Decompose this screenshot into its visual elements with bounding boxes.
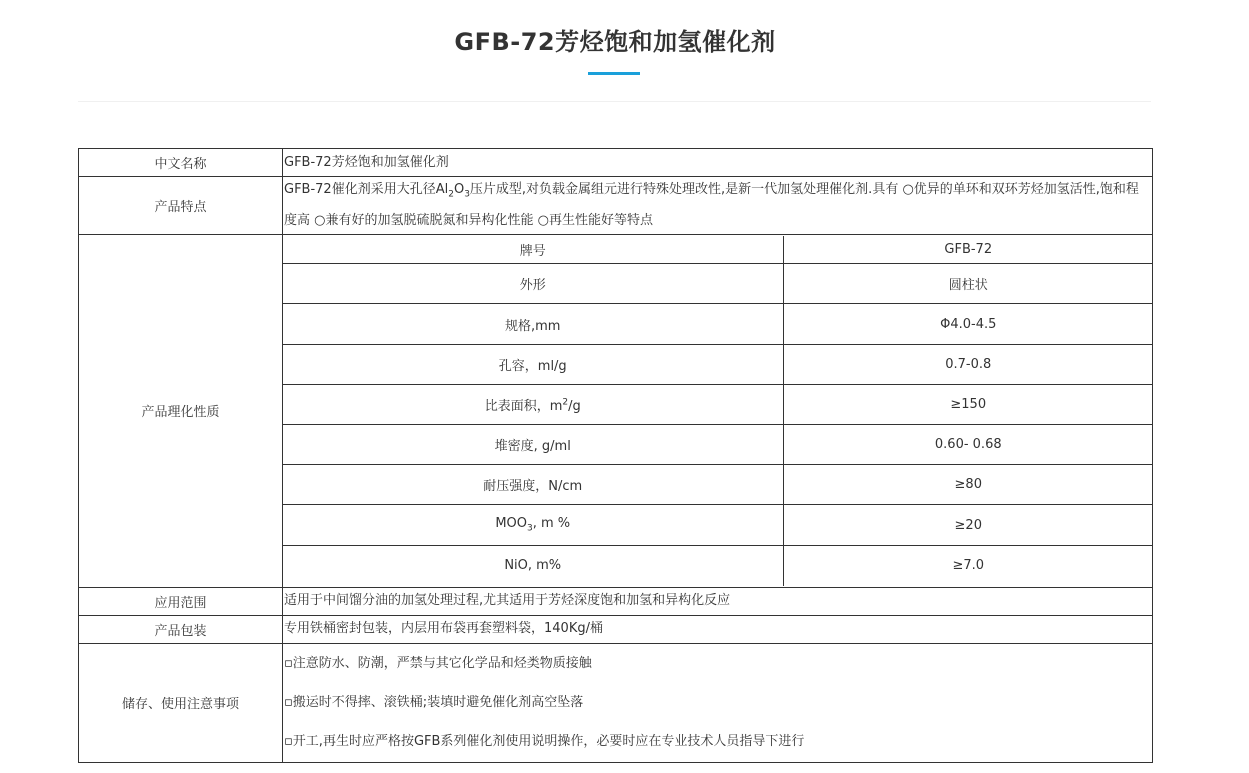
value-features xyxy=(283,177,1153,235)
property-value: 圆柱状 xyxy=(783,264,1153,304)
label-properties: 产品理化性质 xyxy=(79,234,283,587)
property-name: 规格,mm xyxy=(283,304,783,345)
label-packaging: 产品包装 xyxy=(79,615,283,643)
property-value: 0.7-0.8 xyxy=(783,345,1153,385)
property-name-text: 比表面积，m xyxy=(484,399,563,415)
value-storage xyxy=(283,643,1153,762)
properties-header-row xyxy=(283,236,1153,264)
property-name: NiO, m% xyxy=(283,546,783,586)
property-name-text: MOO xyxy=(495,516,528,532)
properties-row xyxy=(283,264,1153,304)
storage-note: ▫搬运时不得摔、滚铁桶;装填时避免催化剂高空坠落 xyxy=(284,695,584,711)
row-features xyxy=(79,177,1153,235)
properties-row xyxy=(283,385,1153,425)
storage-note: ▫开工,再生时应严格按GFB系列催化剂使用说明操作，必要时应在专业技术人员指导下进行 xyxy=(284,734,805,750)
value-application: 适用于中间馏分油的加氢处理过程,尤其适用于芳烃深度饱和加氢和异构化反应 xyxy=(283,587,1153,615)
page-title: GFB-72芳烃饱和加氢催化剂 xyxy=(454,28,776,56)
properties-header-value: GFB-72 xyxy=(783,236,1153,264)
property-value: ≥20 xyxy=(783,505,1153,546)
features-sub-1: 2 xyxy=(448,189,454,200)
row-packaging xyxy=(79,615,1153,643)
features-text-2: O xyxy=(453,182,465,197)
value-chinese-name: GFB-72芳烃饱和加氢催化剂 xyxy=(283,149,1153,177)
label-chinese-name: 中文名称 xyxy=(79,149,283,177)
label-storage: 储存、使用注意事项 xyxy=(79,643,283,762)
property-name: 外形 xyxy=(283,264,783,304)
properties-row xyxy=(283,304,1153,345)
properties-row xyxy=(283,425,1153,465)
property-name xyxy=(283,385,783,425)
property-name-sup: 2 xyxy=(562,397,569,408)
properties-table xyxy=(283,236,1153,586)
product-spec-table xyxy=(78,148,1153,763)
property-name: 堆密度, g/ml xyxy=(283,425,783,465)
property-value: 0.60- 0.68 xyxy=(783,425,1153,465)
properties-cell xyxy=(283,234,1153,587)
features-text-1: GFB-72催化剂采用大孔径Al xyxy=(284,182,449,197)
storage-note: ▫注意防水、防潮，严禁与其它化学品和烃类物质接触 xyxy=(284,656,592,672)
row-properties xyxy=(79,234,1153,587)
label-application: 应用范围 xyxy=(79,587,283,615)
property-name-sub: 3 xyxy=(527,523,533,534)
property-value: ≥80 xyxy=(783,465,1153,505)
properties-row xyxy=(283,345,1153,385)
properties-row xyxy=(283,505,1153,546)
value-packaging: 专用铁桶密封包装，内层用布袋再套塑料袋，140Kg/桶 xyxy=(283,615,1153,643)
property-value: Φ4.0-4.5 xyxy=(783,304,1153,345)
properties-row xyxy=(283,465,1153,505)
properties-row xyxy=(283,546,1153,586)
property-name: 孔容，ml/g xyxy=(283,345,783,385)
property-value: ≥7.0 xyxy=(783,546,1153,586)
title-underline xyxy=(588,72,640,75)
label-features: 产品特点 xyxy=(79,177,283,235)
row-chinese-name xyxy=(79,149,1153,177)
properties-header-name: 牌号 xyxy=(283,236,783,264)
row-application xyxy=(79,587,1153,615)
property-name-text: /g xyxy=(568,399,581,415)
header-divider xyxy=(78,101,1151,102)
property-name-text: , m % xyxy=(532,516,571,532)
features-sub-2: 3 xyxy=(464,189,470,200)
property-name xyxy=(283,505,783,546)
row-storage xyxy=(79,643,1153,762)
property-name: 耐压强度，N/cm xyxy=(283,465,783,505)
features-text-3: 压片成型,对负载金属组元进行特殊处理改性,是新一代加氢处理催化剂.具有 ○优异的单环和双环芳烃加氢活性,饱和程度高 ○兼有好的加氢脱硫脱氮和异构化性能 ○再生性能好等特点 xyxy=(284,182,1139,228)
property-value: ≥150 xyxy=(783,385,1153,425)
